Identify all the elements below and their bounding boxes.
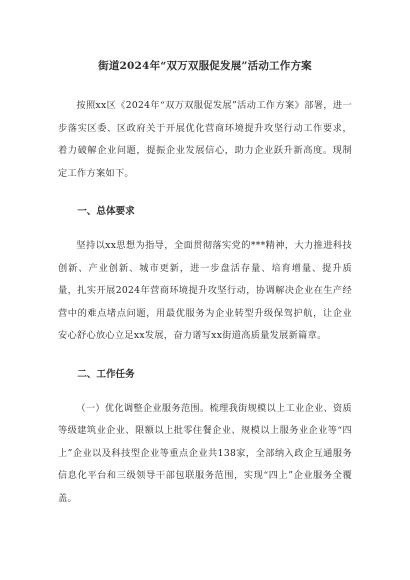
section-heading-general-requirements: 一、总体要求 (77, 206, 135, 217)
section-heading-work-tasks: 二、工作任务 (77, 368, 135, 380)
general-requirements-paragraph: 坚持以xx思想为指导，全面贯彻落实党的***精神，大力推进科技创新、产业创新、城市更新，进一步盘活存量、培育增量、提升质量，扎实开展2024年营商环境提升攻坚行动，协调解决企业在生产经营中的难点堵点问题，用最优服务为企业转型升级保驾护航，让企业安心舒心放心立足xx发展，奋力谱写xx街道高质量发展新篇章。 (58, 240, 352, 341)
intro-paragraph: 按照xx区《2024年“双万双服促发展”活动工作方案》部署，进一步落实区委、区政府关于开展优化营商环境提升攻坚行动工作要求，着力破解企业问题，提振企业发展信心，助力企业跃升新高度。现制定工作方案如下。 (58, 100, 352, 179)
document-title: 街道2024年“双万双服促发展”活动工作方案 (98, 60, 312, 72)
work-task-item-1: （一）优化调整企业服务范围。梳理我街规模以上工业企业、资质等级建筑业企业、限额以上批零住餐企业、规模以上服务业企业等“四上”企业以及科技型企业等重点企业共138家，全部纳入政企互通服务信息化平台和三级领导干部包联服务范围，实现“四上”企业服务全覆盖。 (58, 402, 352, 504)
